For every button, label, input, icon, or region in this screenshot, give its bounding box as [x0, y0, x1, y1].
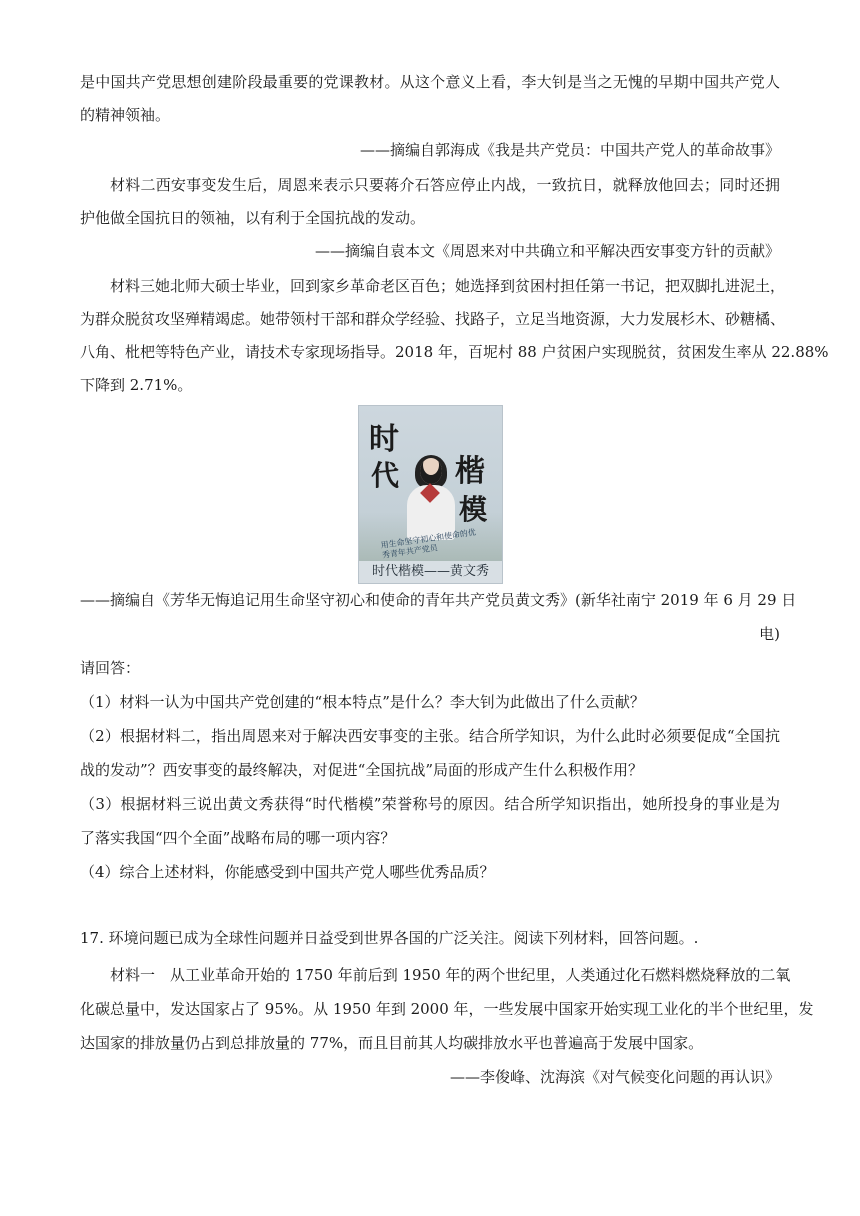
- photo-caption: 时代楷模——黄文秀: [359, 561, 502, 583]
- portrait-photo: [358, 405, 503, 584]
- question-4: （4）综合上述材料，你能感受到中国共产党人哪些优秀品质？: [80, 863, 495, 881]
- paragraph-line: 材料二西安事变发生后，周恩来表示只要蒋介石答应停止内战，一致抗日，就释放他回去；同时还拥: [110, 176, 780, 194]
- photo-title-char: 时: [369, 422, 399, 457]
- question-1: （1）材料一认为中国共产党创建的“根本特点”是什么？李大钊为此做出了什么贡献？: [80, 693, 645, 711]
- paragraph-line: 为群众脱贫攻坚殚精竭虑。她带领村干部和群众学经验、找路子，立足当地资源，大力发展杉木、砂糖橘、: [80, 310, 786, 328]
- question-2-cont: 战的发动”？西安事变的最终解决，对促进“全国抗战”局面的形成产生什么积极作用？: [80, 761, 644, 779]
- source-citation: ——摘编自《芳华无悔追记用生命坚守初心和使命的青年共产党员黄文秀》(新华社南宁 2019 年 6 月 29 日: [80, 591, 797, 609]
- portrait-figure: [403, 458, 457, 540]
- paragraph-line: 是中国共产党思想创建阶段最重要的党课教材。从这个意义上看，李大钊是当之无愧的早期中国共产党人: [80, 73, 780, 91]
- question-3: （3）根据材料三说出黄文秀获得“时代楷模”荣誉称号的原因。结合所学知识指出，她所投身的事业是为: [80, 795, 780, 813]
- source-citation: ——摘编自袁本文《周恩来对中共确立和平解决西安事变方针的贡献》: [314, 242, 780, 260]
- question-prompt: 请回答：: [80, 659, 141, 677]
- paragraph-line: 达国家的排放量仍占到总排放量的 77%，而且目前其人均碳排放水平也普遍高于发展中国家。: [80, 1034, 704, 1052]
- paragraph-line: 护他做全国抗日的领袖，以有利于全国抗战的发动。: [80, 209, 426, 227]
- paragraph-line: 的精神领袖。: [80, 106, 171, 124]
- paragraph-line: 材料三她北师大硕士毕业，回到家乡革命老区百色；她选择到贫困村担任第一书记，把双脚扎进泥土，: [110, 277, 786, 295]
- photo-title-char: 代: [371, 459, 400, 492]
- question-17-stem: 17. 环境问题已成为全球性问题并日益受到世界各国的广泛关注。阅读下列材料，回答问题。.: [80, 929, 699, 947]
- photo-slogan: 用生命坚守初心和使命的优秀青年共产党员: [380, 527, 477, 560]
- photo-title-char: 模: [459, 493, 488, 526]
- question-3-cont: 了落实我国“四个全面”战略布局的哪一项内容？: [80, 829, 396, 847]
- source-citation: ——摘编自郭海成《我是共产党员：中国共产党人的革命故事》: [359, 141, 780, 159]
- source-citation: ——李俊峰、沈海滨《对气候变化问题的再认识》: [449, 1068, 780, 1086]
- paragraph-line: 下降到 2.71%。: [80, 376, 193, 394]
- question-2: （2）根据材料二，指出周恩来对于解决西安事变的主张。结合所学知识，为什么此时必须要促成“全国抗: [80, 727, 780, 745]
- paragraph-line: 八角、枇杷等特色产业，请技术专家现场指导。2018 年，百坭村 88 户贫困户实现脱贫，贫困发生率从 22.88%: [80, 343, 829, 361]
- source-citation: 电): [759, 625, 780, 643]
- paragraph-line: 材料一 从工业革命开始的 1750 年前后到 1950 年的两个世纪里，人类通过化石燃料燃烧释放的二氧: [110, 966, 791, 984]
- photo-title-char: 楷: [455, 454, 485, 489]
- paragraph-line: 化碳总量中，发达国家占了 95%。从 1950 年到 2000 年，一些发展中国家开始实现工业化的半个世纪里，发: [80, 1000, 814, 1018]
